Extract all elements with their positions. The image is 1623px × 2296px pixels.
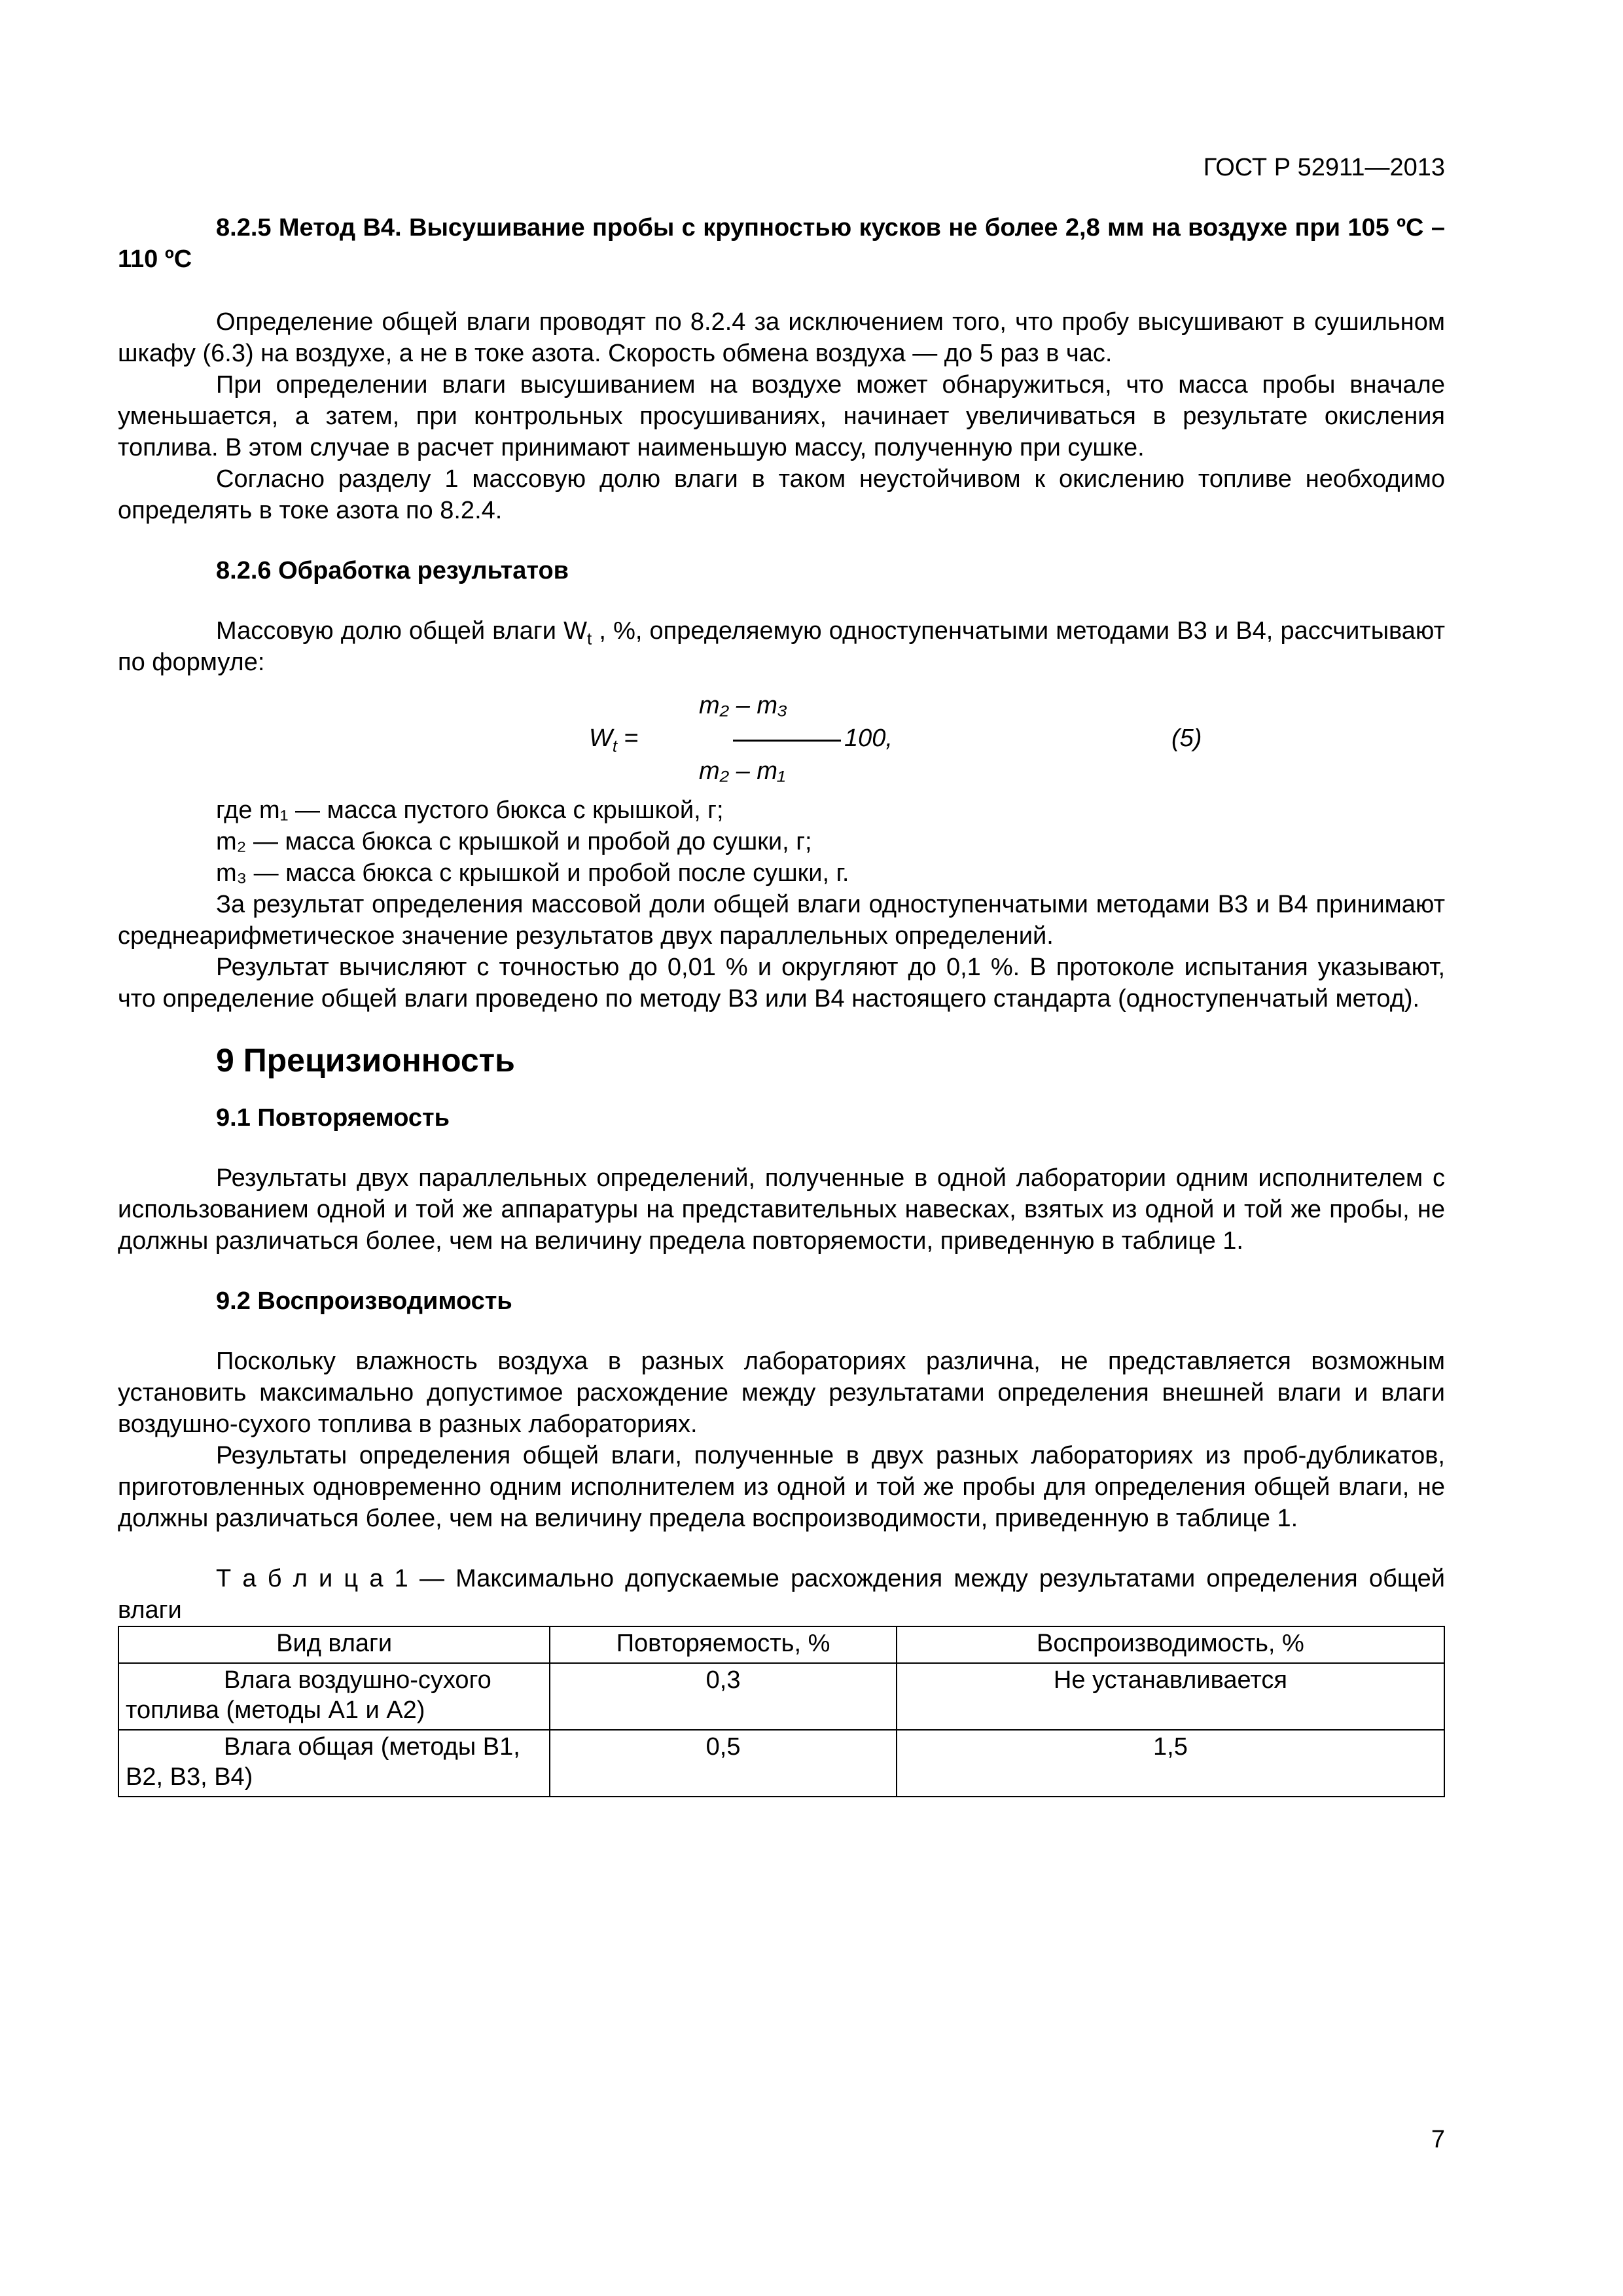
where-line-1: где m₁ — масса пустого бюкса с крышкой, г; <box>216 797 724 824</box>
formula-denominator: m₂ – m₁ <box>699 757 786 785</box>
where-line-3: m₃ — масса бюкса с крышкой и пробой после сушки, г. <box>216 859 849 887</box>
document-id-header: ГОСТ Р 52911—2013 <box>1203 154 1445 181</box>
table-cell: 1,5 <box>897 1730 1444 1797</box>
formula-5 <box>118 690 1445 788</box>
section-8-2-5-title: 8.2.5 Метод В4. Высушивание пробы с крупностью кусков не более 2,8 мм на воздухе при 105 ºС – 110 ºС <box>118 214 1445 273</box>
section-9-2-para-1: Поскольку влажность воздуха в разных лабораториях различна, не представляется возможным установить максимально допустимое расхождение между результатами определения внешней влаги и влаги воздушно-сухого топлива в разных лабораториях. <box>118 1348 1445 1438</box>
section-8-2-5-para-3: Согласно разделу 1 массовую долю влаги в таком неустойчивом к окислению топливе необходимо определять в токе азота по 8.2.4. <box>118 465 1445 524</box>
where-line-2: m₂ — масса бюкса с крышкой и пробой до сушки, г; <box>216 828 812 855</box>
formula-fraction-line <box>733 740 841 742</box>
table-cell: 0,5 <box>550 1730 897 1797</box>
table-header-row <box>118 1626 1444 1663</box>
section-8-2-5-para-2: При определении влаги высушиванием на воздухе может обнаружиться, что масса пробы вначале уменьшается, а затем, при контрольных просушиваниях, начинает увеличиваться в результате окисления топлива. В этом случае в расчет принимают наименьшую массу, полученную при сушке. <box>118 371 1445 461</box>
section-8-2-6-para-2: За результат определения массовой доли общей влаги одноступенчатыми методами В3 и В4 принимают среднеарифметическое значение результатов двух параллельных определений. <box>118 891 1445 950</box>
page-number: 7 <box>1431 2126 1445 2153</box>
section-8-2-6-para-3: Результат вычисляют с точностью до 0,01 % и округляют до 0,1 %. В протоколе испытания указывают, что определение общей влаги проведено по методу В3 или В4 настоящего стандарта (одноступенчатый метод). <box>118 954 1445 1013</box>
table-header-cell: Вид влаги <box>118 1626 550 1663</box>
section-8-2-5-para-1: Определение общей влаги проводят по 8.2.4 за исключением того, что пробу высушивают в сушильном шкафу (6.3) на воздухе, а не в токе азота. Скорость обмена воздуха — до 5 раз в час. <box>118 308 1445 367</box>
section-9-title: 9 Прецизионность <box>216 1042 515 1079</box>
table-cell: Не устанавливается <box>897 1663 1444 1730</box>
section-8-2-6-title: 8.2.6 Обработка результатов <box>216 557 569 584</box>
section-9-2-title: 9.2 Воспроизводимость <box>216 1287 512 1315</box>
table-header-cell: Повторяемость, % <box>550 1626 897 1663</box>
table-1-caption: Т а б л и ц а 1 — Максимально допускаемые расхождения между результатами определения общей влаги <box>118 1565 1445 1624</box>
table-cell: Влага воздушно-сухого топлива (методы А1 и А2) <box>118 1663 550 1730</box>
table-cell: 0,3 <box>550 1663 897 1730</box>
formula-multiplier: 100, <box>844 725 893 752</box>
section-9-2-para-2: Результаты определения общей влаги, полученные в двух разных лабораториях из проб-дубликатов, приготовленных одновременно одним исполнителем из одной и той же пробы для определения общей влаги, не должны различаться более, чем на величину предела воспроизводимости, приведенную в таблице 1. <box>118 1442 1445 1532</box>
section-9-1-title: 9.1 Повторяемость <box>216 1104 450 1132</box>
section-8-2-6-para-1: Массовую долю общей влаги $W_t$ , %, определяемую одноступенчатыми методами В3 и В4, рассчитывают по формуле: <box>118 617 1445 676</box>
page-content <box>118 212 1445 1797</box>
table-row <box>118 1663 1444 1730</box>
table-1 <box>118 1626 1445 1797</box>
formula-number: (5) <box>1171 725 1202 752</box>
table-row <box>118 1730 1444 1797</box>
formula-numerator: m₂ – m₃ <box>699 692 788 719</box>
formula-lhs: $W_t$ = <box>589 725 639 756</box>
section-9-1-para: Результаты двух параллельных определений, полученные в одной лаборатории одним исполнителем с использованием одной и той же аппаратуры на представительных навесках, взятых из одной и той же пробы, не должны различаться более, чем на величину предела повторяемости, приведенную в таблице 1. <box>118 1164 1445 1255</box>
table-cell: Влага общая (методы В1, В2, В3, В4) <box>118 1730 550 1797</box>
table-header-cell: Воспроизводимость, % <box>897 1626 1444 1663</box>
